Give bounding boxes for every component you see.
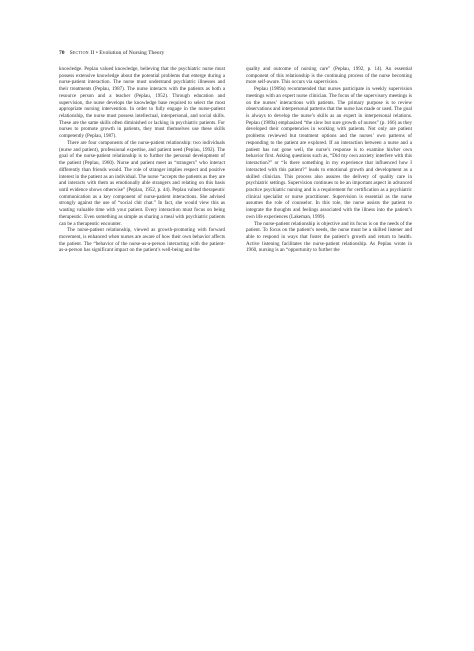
right-column [246,66,412,254]
left-column [59,66,225,254]
paragraph: Peplau (1989a) recommended that nurses participate in weekly supervision meetings with an expert nurse clinician. The focus of the supervisory meetings is on the nurses’ interactions with patients. The primary purpose is to review observations and interpersonal patterns that the nurse has made or used. The goal is always to develop the nurse’s skills as an expert in interpersonal relations. Peplau (1989a) emphasized “the slow but sure growth of nurses” (p. 166) as they developed their competencies in working with patients. Not only are patient problems reviewed but treatment options and the nurses’ own patterns of responding to the patient are explored. If an interaction between a nurse and a patient has not gone well, the nurse’s response is to examine his/her own behavior first. Asking questions such as, “Did my own anxiety interfere with this interaction?” or “Is there something in my experience that influenced how I interacted with this patient?” leads to emotional growth and development as a skilled clinician. This process also assures the delivery of quality care in psychiatric settings. Supervision continues to be an important aspect in advanced practice psychiatric nursing and is a requirement for certification as a psychiatric clinical specialist or nurse practitioner. Supervision is essential as the nurse assumes the role of counselor. In this role, the nurse assists the patient to integrate the thoughts and feelings associated with the illness into the patient’s own life experiences (Lakeman, 1999). [246,86,412,220]
header-separator: • [94,50,100,56]
paragraph: knowledge. Peplau valued knowledge, believing that the psychiatric nurse must possess extensive knowledge about the potential problems that emerge during a nurse-patient interaction. The nurse must understand psychiatric illnesses and their treatments (Peplau, 1987). The nurse interacts with the patients as both a resource person and a teacher (Peplau, 1952). Through education and supervision, the nurse develops the knowledge base required to select the most appropriate nursing intervention. In order to fully engage in the nurse-patient relationship, the nurse must possess intellectual, interpersonal, and social skills. These are the same skills often diminished or lacking in psychiatric patients. For nurses to promote growth in patients, they must themselves use these skills competently (Peplau, 1987). [59,66,225,140]
running-header [59,50,419,57]
paragraph: quality and outcome of nursing care” (Peplau, 1992, p. 14). An essential component of this relationship is the continuing process of the nurse becoming more self-aware. This occurs via supervision. [246,66,412,86]
page-number: 70 [59,50,65,56]
section-label: Section II [69,50,95,56]
paragraph: There are four components of the nurse-patient relationship: two individuals (nurse and patient), professional expertise, and patient need (Peplau, 1992). The goal of the nurse-patient relationship is to further the personal development of the patient (Peplau, 1960). Nurse and patient meet as “strangers” who interact differently than friends would. The role of stranger implies respect and positive interest in the patient as an individual. The nurse “accepts the patients as they are and interacts with them as emotionally able strangers and relating on this basis until evidence shows otherwise” (Peplau, 1952, p. 44). Peplau valued therapeutic communication as a key component of nurse-patient interactions. She advised strongly against the use of “social chit chat.” In fact, she would view this as wasting valuable time with your patient. Every interaction must focus on being therapeutic. Even something as simple as sharing a meal with psychiatric patients can be a therapeutic encounter. [59,139,225,227]
paragraph: The nurse-patient relationship is objective and its focus is on the needs of the patient. To focus on the patient’s needs, the nurse must be a skilled listener and able to respond in ways that foster the patient’s growth and return to health. Active listening facilitates the nurse-patient relationship. As Peplau wrote in 1960, nursing is an “opportunity to further the [246,220,412,254]
chapter-title: Evolution of Nursing Theory [99,50,165,56]
paragraph: The nurse-patient relationship, viewed as growth-promoting with forward movement, is enhanced when nurses are aware of how their own behavior affects the patient. The “behavior of the nurse-as-a-person interacting with the patient-as-a-person has significant impact on the patient’s well-being and the [59,227,225,254]
